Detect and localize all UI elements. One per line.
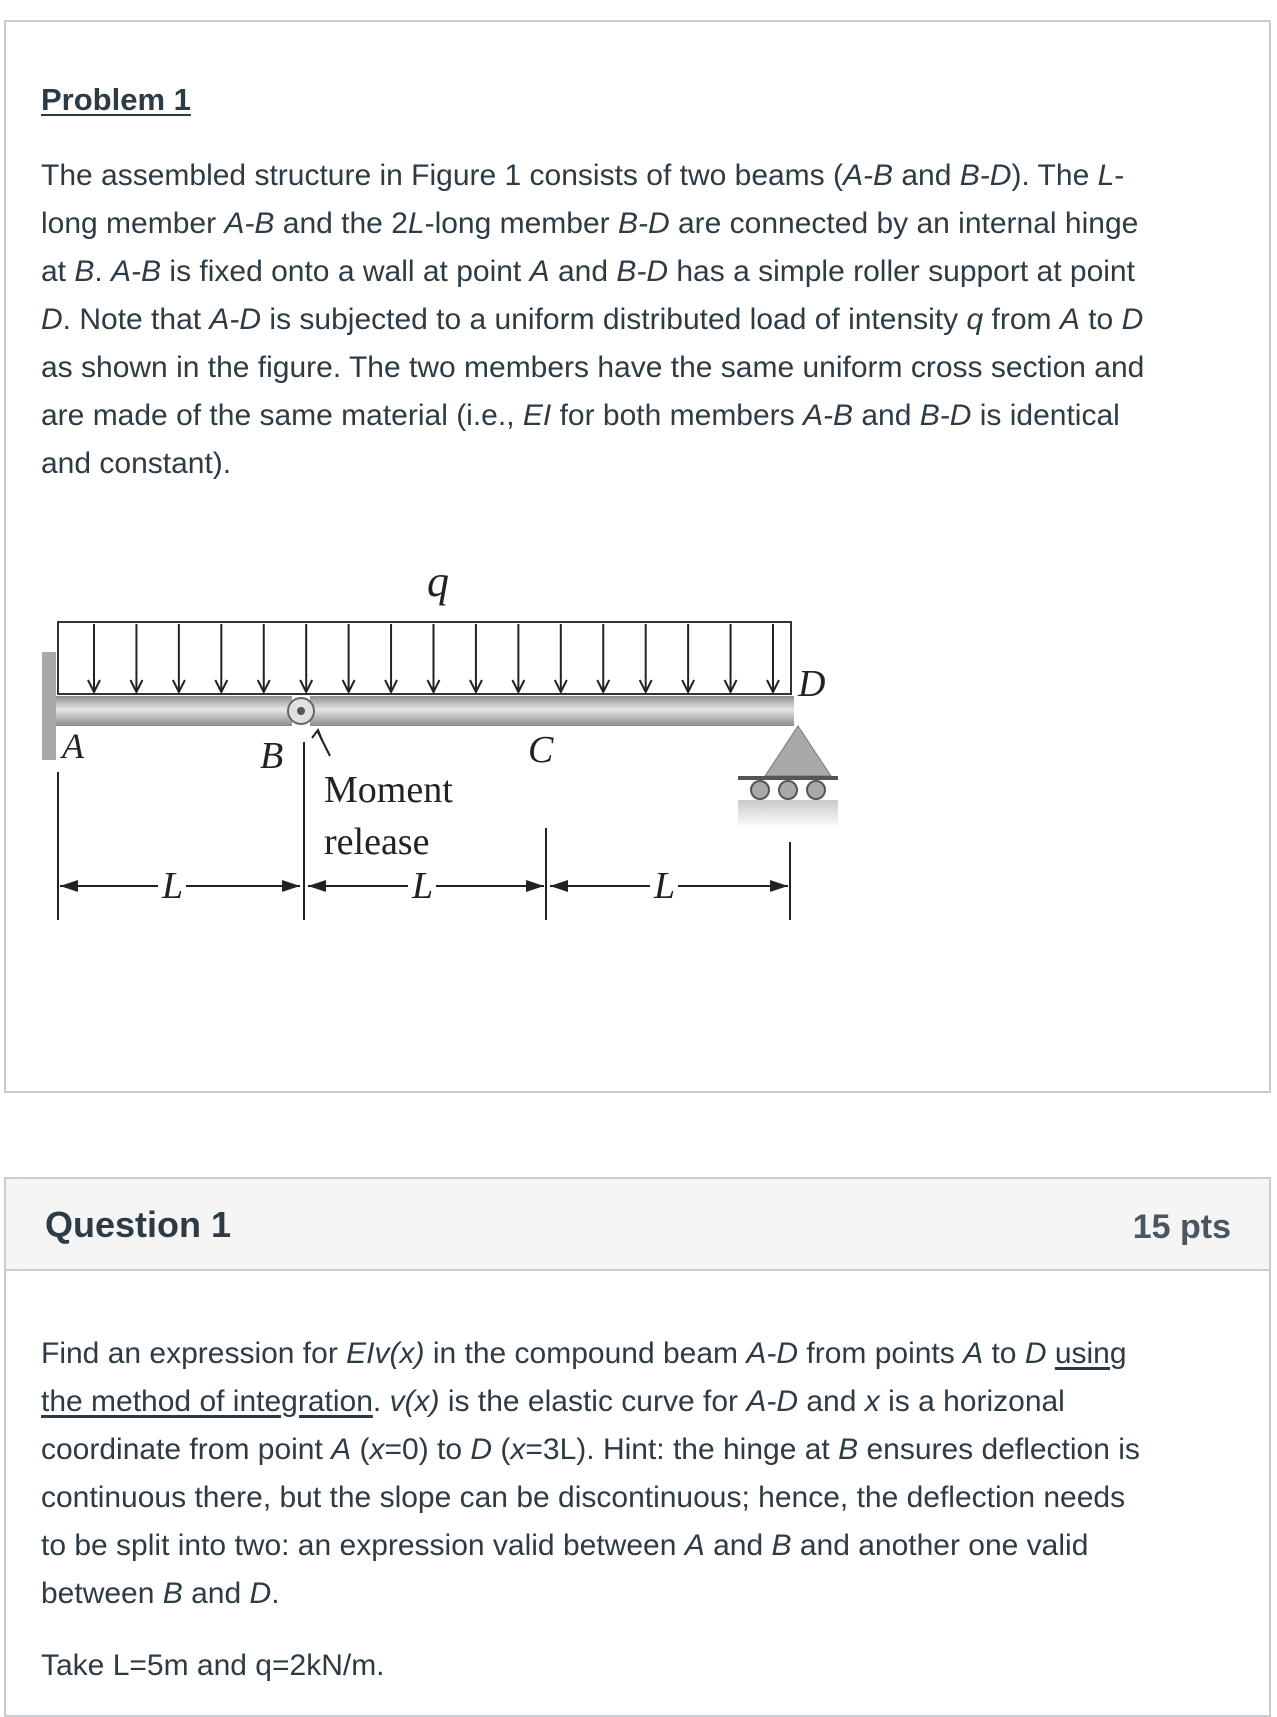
problem-line: D. Note that A-D is subjected to a uniform distributed load of intensity q from A to D [41, 303, 1144, 336]
label-c: C [528, 729, 554, 771]
beam-ab [56, 696, 292, 726]
beam-figure [38, 550, 918, 1030]
problem-description [41, 152, 1241, 488]
question-title: Question 1 [45, 1204, 232, 1245]
question-line: the method of integration. v(x) is the elastic curve for A-D and x is a horizonal [41, 1385, 1065, 1418]
label-b: B [260, 735, 284, 777]
question-description [41, 1330, 1241, 1618]
distributed-load [58, 622, 791, 694]
problem-line: and constant). [41, 447, 232, 480]
hinge-b [288, 698, 314, 724]
question-line: between B and D. [41, 1577, 280, 1610]
label-a: A [62, 726, 84, 766]
problem-line: The assembled structure in Figure 1 consists of two beams (A-B and B-D). The L- [41, 159, 1125, 192]
question-points: 15 pts [1132, 1208, 1231, 1246]
problem-line: at B. A-B is fixed onto a wall at point A and B-D has a simple roller support at point [41, 255, 1135, 288]
question-line: coordinate from point A (x=0) to D (x=3L). Hint: the hinge at B ensures deflection is [41, 1433, 1140, 1466]
label-d: D [798, 663, 826, 705]
problem-line: as shown in the figure. The two members have the same uniform cross section and [41, 351, 1145, 384]
given-values-line: Take L=5m and q=2kN/m. [41, 1649, 385, 1682]
hinge-label-moment: Moment [324, 769, 453, 811]
dim-label-3: L [654, 865, 676, 907]
beam-bd [310, 696, 794, 726]
fixed-wall [42, 652, 56, 760]
dim-label-1: L [162, 865, 184, 907]
roller-support-d [738, 726, 838, 828]
question-header [6, 1179, 1269, 1271]
load-arrows [88, 624, 779, 692]
question-line: to be split into two: an expression valid between A and B and another one valid [41, 1529, 1089, 1562]
question-line: continuous there, but the slope can be discontinuous; hence, the deflection needs [41, 1481, 1126, 1514]
question-line: Find an expression for EIv(x) in the compound beam A-D from points A to D using [41, 1337, 1127, 1370]
hinge-label-release: release [324, 821, 430, 863]
given-values [41, 1642, 1241, 1690]
load-label: q [427, 557, 449, 606]
problem-line: are made of the same material (i.e., EI for both members A-B and B-D is identical [41, 399, 1120, 432]
problem-line: long member A-B and the 2L-long member B-D are connected by an internal hinge [41, 207, 1139, 240]
dim-label-2: L [412, 865, 434, 907]
problem-title: Problem 1 [41, 82, 191, 117]
